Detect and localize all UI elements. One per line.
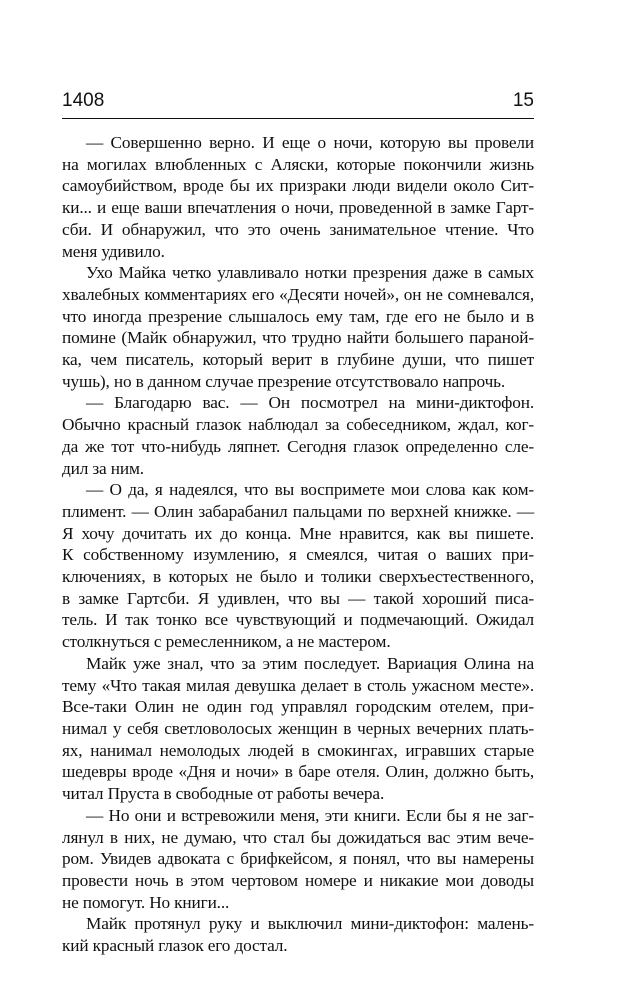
text-line: нимал у себя светловолосых женщин в черных вечерних плать- bbox=[62, 718, 534, 738]
text-line: ях, нанимал немолодых людей в смокингах, игравших старые bbox=[62, 740, 534, 760]
body-text bbox=[62, 132, 534, 957]
page-number: 15 bbox=[512, 90, 534, 111]
text-line: плимент. — Олин забарабанил пальцами по верхней книжке. — bbox=[62, 501, 534, 521]
text-line: столкнуться с ремесленником, а не мастером. bbox=[62, 632, 391, 652]
paragraph bbox=[62, 262, 534, 392]
text-line: что иногда презрение слышалось ему там, где его не было и в bbox=[62, 306, 534, 326]
text-line: провести ночь в этом чертовом номере и никакие мои доводы bbox=[62, 870, 534, 890]
text-line: дил за ним. bbox=[62, 458, 144, 478]
text-line: хвалебных комментариях его «Десяти ночей», он не сомневался, bbox=[62, 284, 534, 304]
text-line: тему «Что такая милая девушка делает в столь ужасном месте». bbox=[62, 675, 534, 695]
paragraph bbox=[62, 913, 534, 956]
text-line: чушь), но в данном случае презрение отсутствовало напрочь. bbox=[62, 371, 506, 391]
text-line: Ухо Майка четко улавливало нотки презрения даже в самых bbox=[86, 263, 534, 283]
text-line: Майк протянул руку и выключил мини-диктофон: малень- bbox=[86, 914, 534, 934]
text-line: — Но они и встревожили меня, эти книги. Если бы я не заг- bbox=[86, 805, 534, 825]
text-line: в замке Гартсби. Я удивлен, что вы — такой хороший писа- bbox=[62, 588, 534, 608]
text-line: помине (Майк обнаружил, что трудно найти большего параной- bbox=[62, 328, 534, 348]
text-line: ключениях, в которых не было и толики сверхъестественного, bbox=[62, 567, 534, 587]
text-line: ром. Увидев адвоката с брифкейсом, я понял, что вы намерены bbox=[62, 849, 534, 869]
text-line: читал Пруста в свободные от работы вечера. bbox=[62, 784, 385, 804]
book-title: 1408 bbox=[62, 90, 105, 111]
text-line: Я хочу дочитать их до конца. Мне нравится, как вы пишете. bbox=[62, 523, 534, 543]
text-line: Обычно красный глазок наблюдал за собеседником, ждал, ког- bbox=[62, 415, 534, 435]
paragraph bbox=[62, 392, 534, 479]
paragraph bbox=[62, 132, 534, 262]
text-line: да же тот что-нибудь ляпнет. Сегодня глазок определенно сле- bbox=[62, 436, 534, 456]
text-line: — Благодарю вас. — Он посмотрел на мини-диктофон. bbox=[86, 393, 534, 413]
text-line: меня удивило. bbox=[62, 241, 165, 261]
paragraph bbox=[62, 653, 534, 805]
text-line: Все-таки Олин не один год управлял городским отелем, при- bbox=[62, 697, 534, 717]
text-line: сби. И обнаружил, что это очень занимательное чтение. Что bbox=[62, 219, 534, 239]
text-line: на могилах влюбленных с Аляски, которые покончили жизнь bbox=[62, 154, 534, 174]
text-line: самоубийством, вроде бы их призраки люди видели около Сит- bbox=[62, 176, 534, 196]
text-line: Майк уже знал, что за этим последует. Вариация Олина на bbox=[86, 653, 534, 673]
paragraph bbox=[62, 805, 534, 914]
running-head bbox=[62, 90, 534, 119]
text-line: ки... и еще ваши впечатления о ночи, проведенной в замке Гарт- bbox=[62, 198, 534, 218]
text-line: лянул в них, не думаю, что стал бы дожидаться вас этим вече- bbox=[62, 827, 534, 847]
text-line: не помогут. Но книги... bbox=[62, 892, 230, 912]
paragraph bbox=[62, 479, 534, 653]
text-line: К собственному изумлению, я смеялся, читая о ваших при- bbox=[62, 545, 534, 565]
text-line: шедевры вроде «Дня и ночи» в баре отеля. Олин, должно быть, bbox=[62, 762, 534, 782]
text-line: кий красный глазок его достал. bbox=[62, 936, 288, 956]
text-line: тель. И так тонко все чувствующий и подмечающий. Ожидал bbox=[62, 610, 534, 630]
text-line: ка, чем писатель, который верит в глубине души, что пишет bbox=[62, 350, 534, 370]
text-line: — Совершенно верно. И еще о ночи, которую вы провели bbox=[86, 133, 534, 152]
text-line: — О да, я надеялся, что вы воспримете мои слова как ком- bbox=[86, 480, 534, 500]
